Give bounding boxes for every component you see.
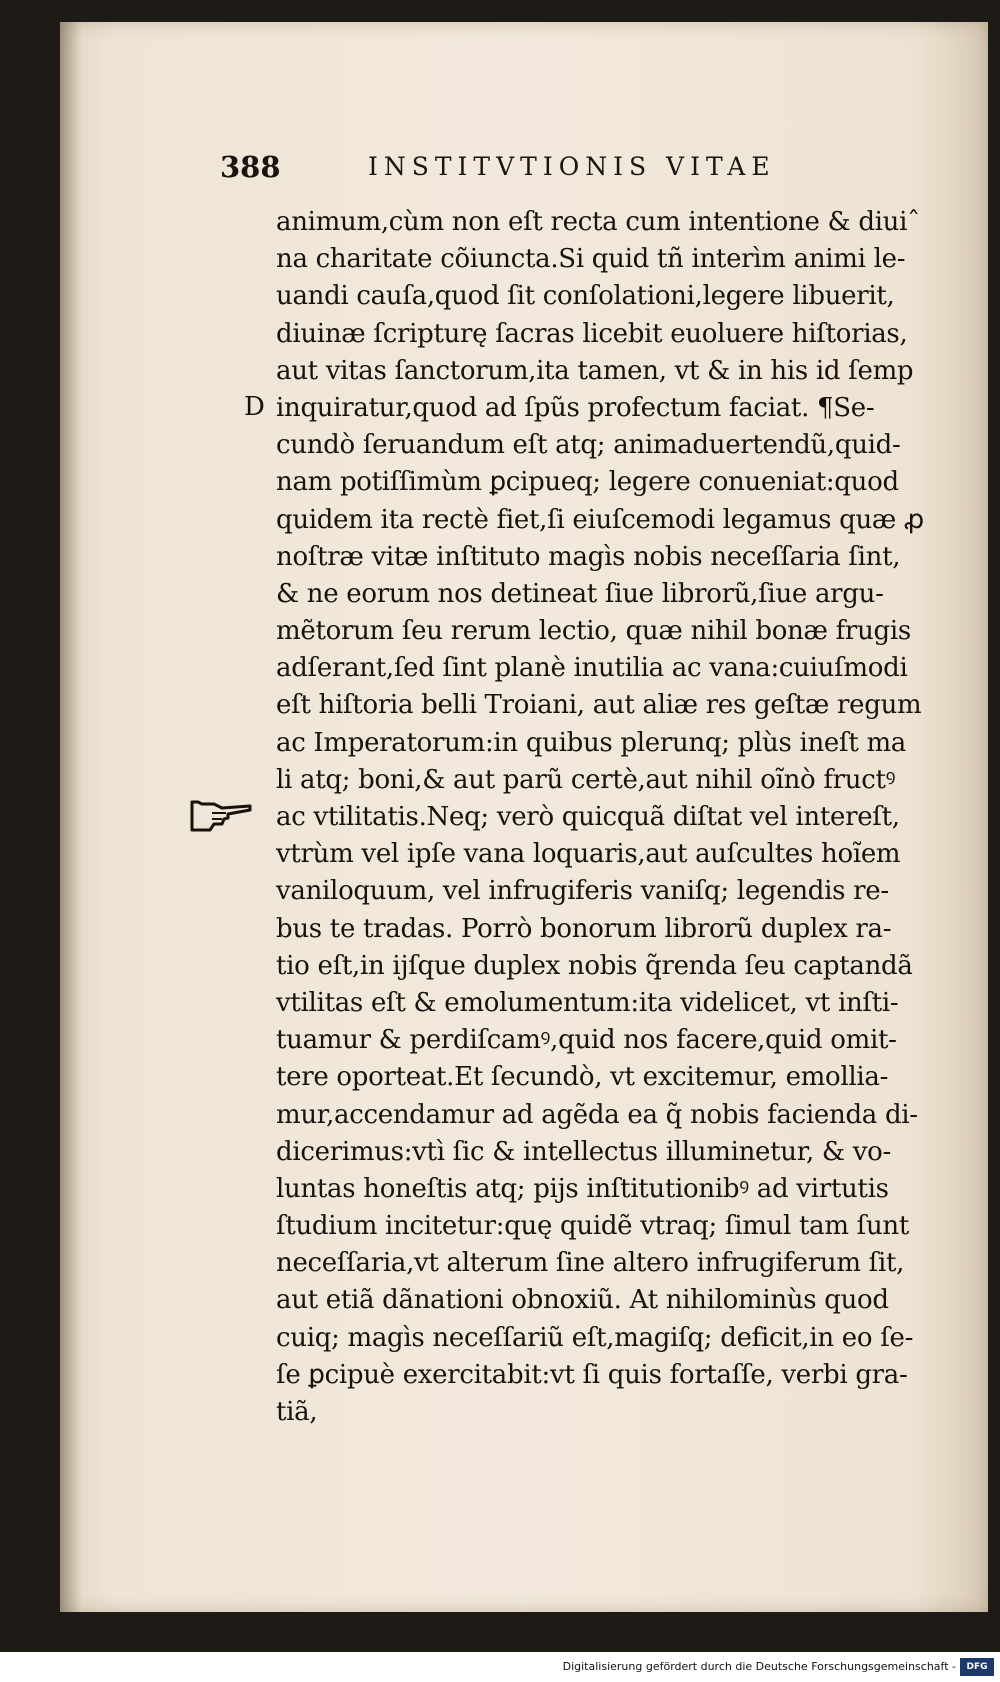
text-line: bus te tradas. Porrò bonorum librorũ duplex ra- — [276, 913, 892, 944]
text-line: ac vtilitatis.Neq; verò quicquã diſtat vel intereſt, — [276, 802, 900, 832]
text-line: tere oporteat.Et ſecundò, vt excitemur, emollia- — [276, 1062, 889, 1093]
text-line: diuinæ ſcripturę ſacras licebit euoluere hiſtorias, — [276, 318, 908, 349]
running-head — [220, 150, 880, 190]
text-line: cuiq; magìs neceſſariũ eſt,magiſq; deficit,in eo ſe- — [276, 1322, 914, 1353]
text-line: animum,cùm non eſt recta cum intentione & diuiˆ — [276, 207, 920, 237]
text-line: vaniloquum, vel infrugiferis vaniſq; legendis re- — [276, 876, 889, 907]
text-line: dicerimus:vtì ſic & intellectus illuminetur, & vo- — [276, 1136, 891, 1167]
text-line: neceſſaria,vt alterum ſine altero infrugiferum ſit, — [276, 1248, 905, 1279]
running-title: INSTITVTIONIS VITAE — [368, 152, 776, 181]
text-line: luntas honeſtis atq; pijs inſtitutionibꝰ ad virtutis — [276, 1173, 889, 1204]
text-line: vtrùm vel ipſe vana loquaris,aut auſcultes hoĩem — [276, 839, 901, 870]
margin-letter: D — [244, 392, 265, 422]
pointing-hand-icon — [188, 796, 254, 834]
text-line: ſtudium incitetur:quę quidẽ vtraq; ſimul tam ſunt — [276, 1211, 910, 1242]
text-line: & ne eorum nos detineat ſiue librorũ,ſiue argu- — [276, 578, 884, 609]
text-line: uandi cauſa,quod ſit conſolationi,legere libuerit, — [276, 281, 895, 312]
text-line: aut etiã dãnationi obnoxiũ. At nihilominùs quod — [276, 1285, 889, 1316]
text-line: adſerant,ſed ſint planè inutilia ac vana:cuiuſmodi — [276, 653, 908, 684]
dfg-logo: DFG — [960, 1658, 994, 1676]
text-line: tiã, — [276, 1397, 318, 1427]
text-line: aut vitas ſanctorum,ita tamen, vt & in his id ſemp — [276, 355, 914, 386]
text-line: mur,accendamur ad agẽda ea q̃ nobis facienda di- — [276, 1099, 918, 1130]
text-line: tuamur & perdiſcamꝰ,quid nos facere,quid omit- — [276, 1025, 897, 1056]
text-line: ac Imperatorum:in quibus plerunq; plùs ineſt ma — [276, 727, 907, 758]
text-line: quidem ita rectè fiet,ſi eiuſcemodi legamus quæ ꝓ — [276, 504, 924, 535]
body-text — [276, 204, 966, 1431]
text-line: ſe ꝑcipuè exercitabit:vt ſi quis fortaſſe, verbi gra- — [276, 1359, 908, 1390]
page-number: 388 — [220, 150, 281, 184]
gutter-shadow — [60, 22, 82, 1612]
footer — [0, 1652, 1000, 1682]
text-line: inquiratur,quod ad ſpũs profectum faciat. ¶Se- — [276, 392, 875, 423]
text-line: na charitate cõiuncta.Si quid tñ interìm animi le- — [276, 244, 906, 275]
text-line: li atq; boni,& aut parũ certè,aut nihil oĩnò fructꝰ — [276, 764, 896, 795]
text-line: vtilitas eſt & emolumentum:ita videlicet, vt inſti- — [276, 987, 899, 1018]
text-line: tio eſt,in ijſque duplex nobis q̃renda ſeu captandã — [276, 950, 913, 981]
text-line: noſtræ vitæ inſtituto magìs nobis neceſſaria ſint, — [276, 541, 901, 572]
digitization-credit: Digitalisierung gefördert durch die Deutsche Forschungsgemeinschaft - — [562, 1660, 956, 1673]
text-line: mẽtorum ſeu rerum lectio, quæ nihil bonæ frugis — [276, 616, 911, 647]
text-line: eſt hiſtoria belli Troiani, aut aliæ res geſtæ regum — [276, 690, 922, 721]
text-line: nam potiſſimùm ꝑcipueq; legere conueniat:quod — [276, 467, 899, 498]
text-line: cundò ſeruandum eſt atq; animaduertendũ,quid- — [276, 430, 901, 461]
